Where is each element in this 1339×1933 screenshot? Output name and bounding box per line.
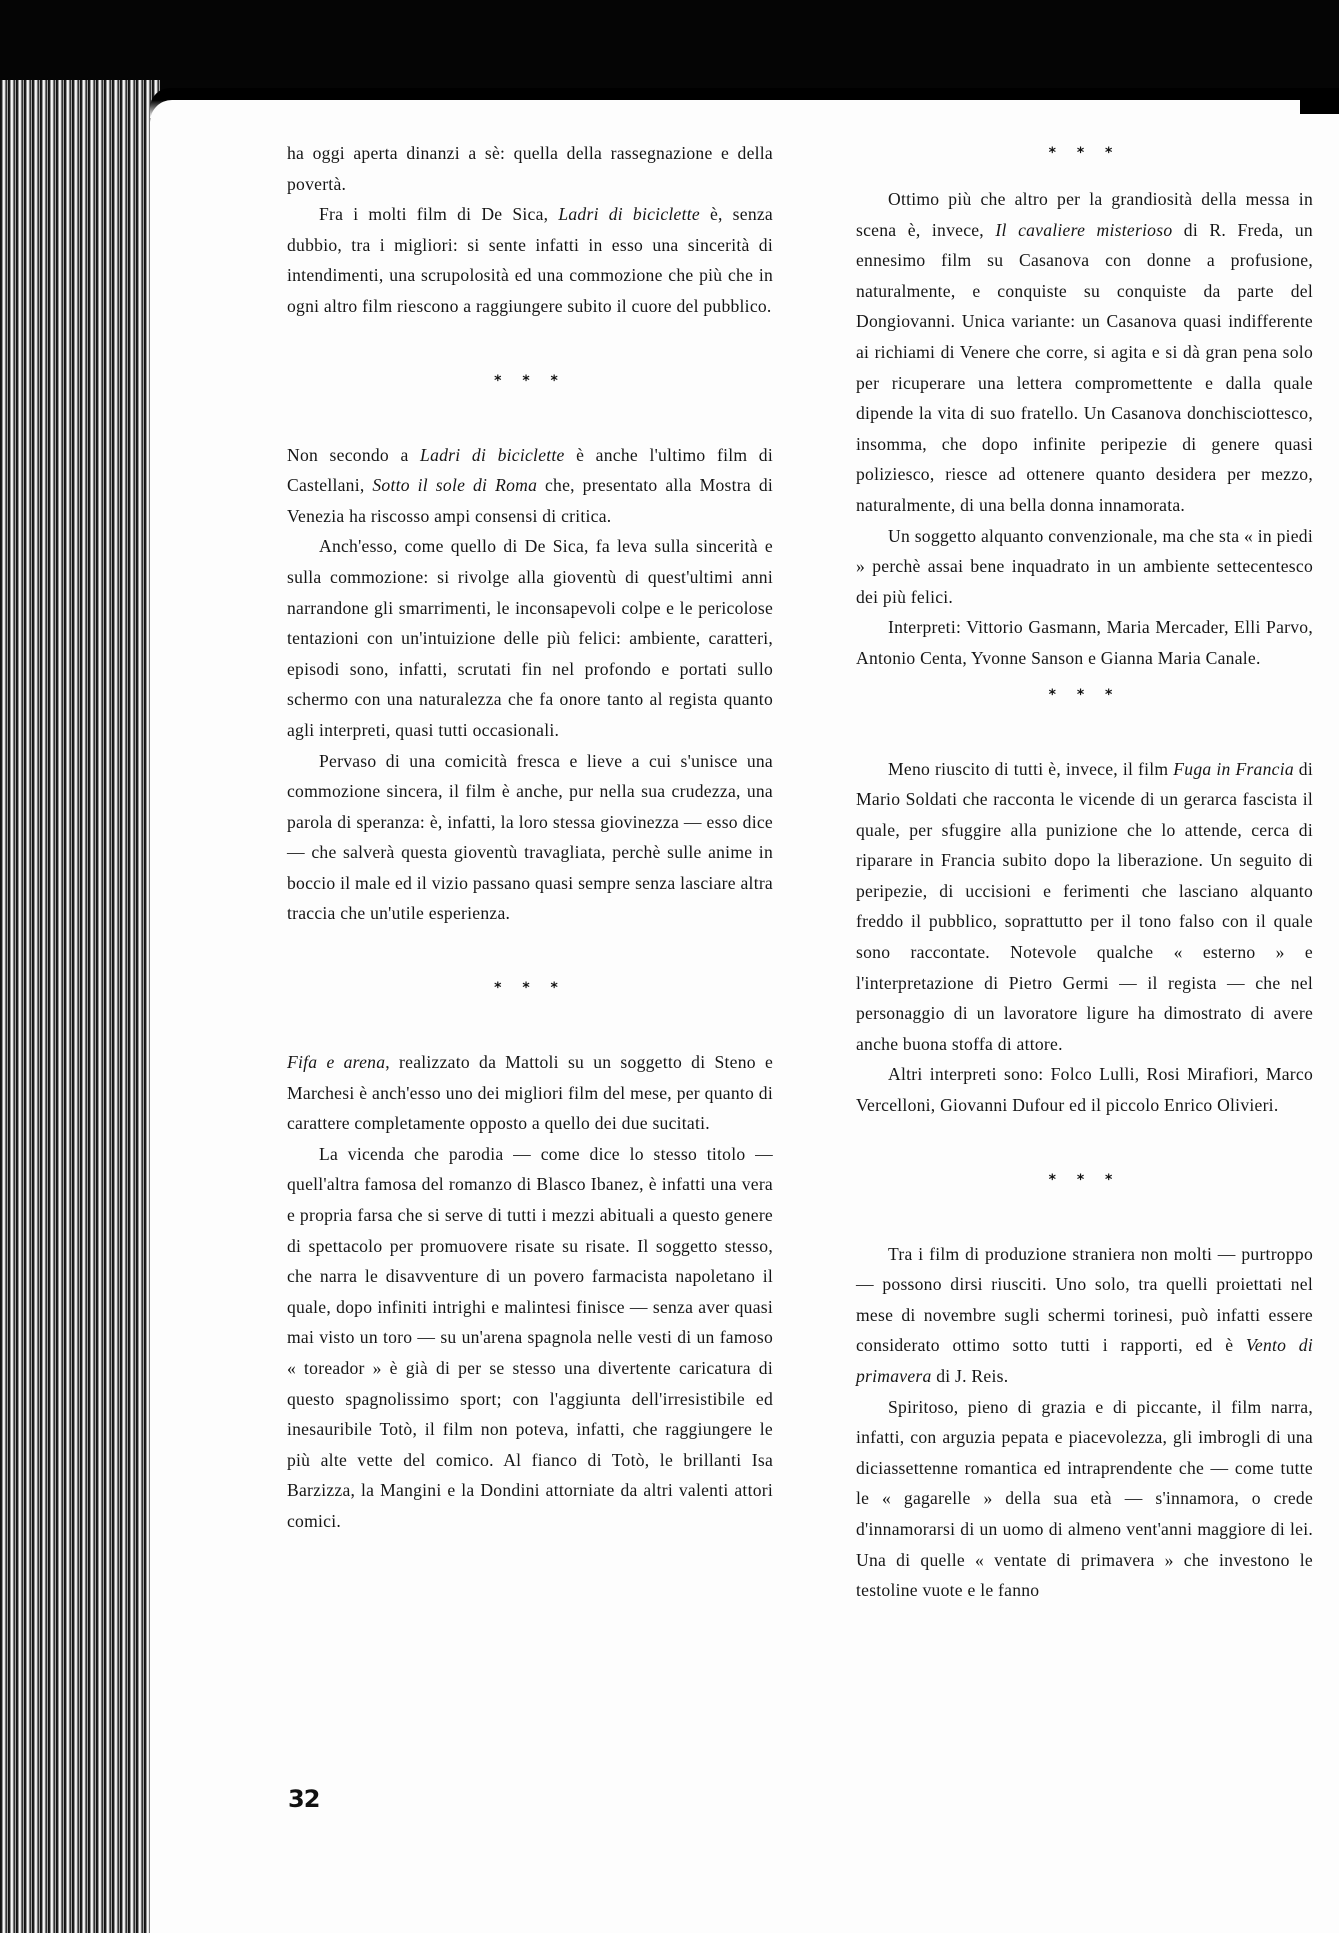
text-span: di Mario Soldati che racconta le vicende di un gerarca fascista il quale, per sfuggire alla punizione che lo attende, cerca di riparare in Francia subito dopo la liberazione. Un seguito di peripezie, di uccisioni e ferimenti che lasciano alquanto freddo il pubblico, soprattutto per il tono falso con il quale sono raccontate. Notevole qualche « esterno » e l'interpretazione di Pietro Germi — il regista — che nel personaggio di un lavoratore ligure ha dimostrato di avere anche buona stoffa di attore.	[856, 758, 1313, 1054]
paragraph	[856, 184, 1313, 521]
paragraph	[856, 754, 1313, 1060]
text-span: Tra i film di produzione straniera non molti — purtroppo — possono dirsi riusciti. Uno solo, tra quelli proiettati nel mese di novembre sugli schermi torinesi, può infatti essere considerato ottimo sotto tutti i rapporti, ed è	[856, 1243, 1313, 1356]
paragraph	[856, 1239, 1313, 1392]
film-title: Sotto il sole di Roma	[372, 475, 538, 496]
paragraph	[287, 199, 773, 321]
text-span: Non secondo a	[287, 444, 421, 465]
paragraph: Interpreti: Vittorio Gasmann, Maria Mercader, Elli Parvo, Antonio Centa, Yvonne Sanson e Gianna Maria Canale.	[856, 617, 1313, 668]
film-title: Vento di primavera	[856, 1335, 1313, 1386]
paragraph: Spiritoso, pieno di grazia e di piccante, il film narra, infatti, con arguzia pepata e piacevolezza, gli imbrogli di una diciassettenne romantica ed intraprendente che — come tutte le « gagarelle » della sua età — s'innamora, o crede d'innamorarsi di un uomo di almeno vent'anni maggiore di lei. Una di quelle « ventate di primavera » che investono le testoline vuote e le fanno	[856, 1396, 1313, 1601]
paragraph: Un soggetto alquanto convenzionale, ma che sta « in piedi » perchè assai bene inquadrato in un ambiente settecentesco dei più felici.	[856, 525, 1313, 607]
film-title: Ladri di biciclette	[558, 204, 700, 225]
paragraph: Pervaso di una comicità fresca e lieve a cui s'unisce una commozione sincera, il film è anche, pur nella sua crudezza, una parola di speranza: è, infatti, la loro stessa giovinezza — esso dice — che salverà questa gioventù travagliata, perchè sulle anime in boccio il male ed il vizio passano quasi sempre senza lasciare altra traccia che un'utile esperienza.	[287, 750, 773, 924]
film-title: Fuga in Francia	[1173, 758, 1294, 779]
text-span: che, presentato alla Mostra di Venezia ha riscosso ampi consensi di critica.	[287, 475, 774, 526]
scan-corner-shadow	[1300, 100, 1339, 114]
paragraph	[287, 1047, 773, 1139]
text-span: è anche l'ultimo film di Castellani,	[287, 444, 773, 496]
text-span: Ottimo più che altro per la grandiosità della messa in scena è, invece,	[856, 189, 1313, 240]
film-title: Il cavaliere misterioso	[995, 219, 1173, 240]
film-title: Ladri di biciclette	[420, 444, 565, 465]
paragraph: ha oggi aperta dinanzi a sè: quella della rassegnazione e della povertà.	[287, 143, 773, 194]
page-number: 32	[288, 1785, 320, 1813]
section-separator: * * *	[1048, 145, 1121, 161]
section-separator: * * *	[494, 372, 566, 389]
paragraph: Anch'esso, come quello di De Sica, fa leva sulla sincerità e sulla commozione: si rivolge alla gioventù di quest'ultimi anni narrandone gli smarrimenti, le inconsapevoli colpe e le pericolose tentazioni con un'intuizione delle più felici: ambiente, caratteri, episodi sono, infatti, scrutati fin nel profondo e portati sullo schermo con una naturalezza che fa onore tanto al regista quanto agli interpreti, quasi tutti occasionali.	[287, 536, 773, 740]
text-span: , realizzato da Mattoli su un soggetto di Steno e Marchesi è anch'esso uno dei migliori film del mese, per quanto di carattere completamente opposto a quello dei due sucitati.	[287, 1052, 773, 1134]
film-title: Fifa e arena	[287, 1052, 386, 1073]
text-span: di J. Reis.	[931, 1366, 1009, 1386]
left-text-column	[287, 138, 773, 1537]
right-text-column	[856, 138, 1313, 1606]
section-separator: * * *	[1048, 686, 1121, 703]
paragraph: Altri interpreti sono: Folco Lulli, Rosi Mirafiori, Marco Vercelloni, Giovanni Dufour ed il piccolo Enrico Olivieri.	[856, 1064, 1313, 1116]
text-span: Meno riuscito di tutti è, invece, il film	[888, 758, 1174, 779]
text-span: di R. Freda, un ennesimo film su Casanova con donne a profusione, naturalmente, e conquiste su conquiste da parte del Dongiovanni. Unica variante: un Casanova quasi indifferente ai richiami di Venere che corre, si agita e si dà gran pena solo per ricuperare una lettera compromettente e dalla quale dipende la vita di suo fratello. Un Casanova donchisciottesco, insomma, che dopo infinite peripezie di genere quasi poliziesco, riesce ad ottenere quanto desidera per mezzo, naturalmente, di una bella donna innamorata.	[856, 219, 1313, 515]
paragraph: La vicenda che parodia — come dice lo stesso titolo — quell'altra famosa del romanzo di Blasco Ibanez, è infatti una vera e propria farsa che si serve di tutti i mezzi abituali a questo genere di spettacolo per promuovere risate su risate. Il soggetto stesso, che narra le disavventure di un povero farmacista napoletano il quale, dopo infiniti intrighi e malintesi finisce — senza aver quasi mai visto un toro — su un'arena spagnola nelle vesti di un famoso « toreador » è già di per se stesso una divertente caricatura di questo spagnolissimo sport; con l'aggiunta dell'irresistibile ed inesauribile Totò, il film non poteva, infatti, che raggiungere le più alte vette del comico. Al fianco di Totò, le brillanti Isa Barzizza, la Mangini e la Dondini attorniate da altri valenti attori comici.	[287, 1143, 773, 1531]
section-separator: * * *	[1048, 1171, 1121, 1188]
paragraph	[287, 440, 773, 532]
text-span: Fra i molti film di De Sica,	[319, 204, 559, 225]
text-span: è, senza dubbio, tra i migliori: si sente infatti in esso una sincerità di intendimenti, una scrupolosità ed una commozione che più che in ogni altro film riescono a raggiungere subito il cuore del pubblico.	[287, 204, 773, 316]
book-page-edges	[0, 80, 160, 1933]
section-separator: * * *	[494, 980, 566, 997]
